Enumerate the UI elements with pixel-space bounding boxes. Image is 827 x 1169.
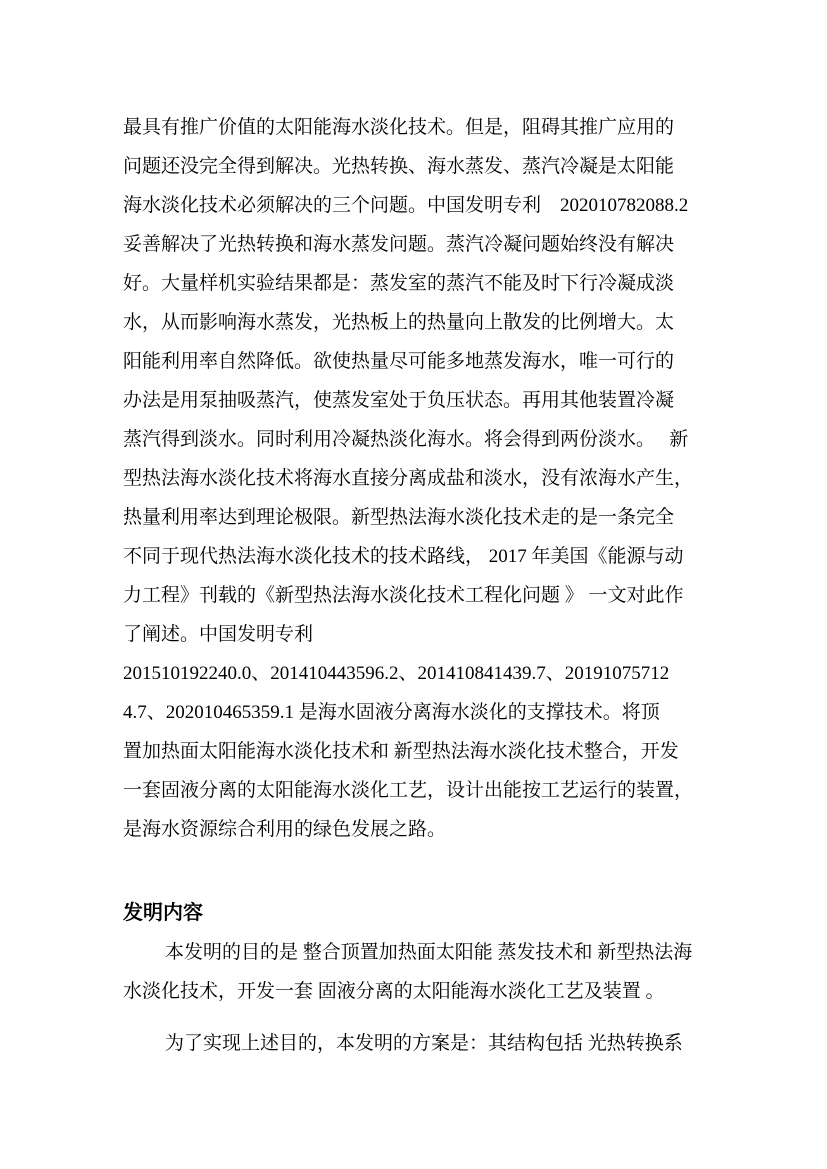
paragraph-invention-purpose bbox=[123, 933, 707, 1011]
paragraph-invention-scheme bbox=[123, 1024, 707, 1063]
text-line: 不同于现代热法海水淡化技术的技术路线， 2017 年美国《能源与动 bbox=[123, 546, 684, 567]
text-line: 阳能利用率自然降低。欲使热量尽可能多地蒸发海水，唯一可行的 bbox=[123, 351, 675, 372]
text-line: 最具有推广价值的太阳能海水淡化技术。但是，阻碍其推广应用的 bbox=[123, 117, 675, 138]
text-line: 置加热面太阳能海水淡化技术和 新型热法海水淡化技术整合，开发 bbox=[123, 741, 679, 762]
text-line: 型热法海水淡化技术将海水直接分离成盐和淡水，没有浓海水产生， bbox=[123, 468, 694, 489]
text-line: 为了实现上述目的，本发明的方案是：其结构包括 光热转换系 bbox=[165, 1033, 683, 1054]
text-line: 好。大量样机实验结果都是：蒸发室的蒸汽不能及时下行冷凝成淡 bbox=[123, 273, 675, 294]
text-line: 办法是用泵抽吸蒸汽，使蒸发室处于负压状态。再用其他装置冷凝 bbox=[123, 390, 675, 411]
text-line: 一套固液分离的太阳能海水淡化工艺，设计出能按工艺运行的装置， bbox=[123, 780, 694, 801]
text-line: 水淡化技术，开发一套 固液分离的太阳能海水淡化工艺及装置 。 bbox=[123, 981, 665, 1002]
section-heading: 发明内容 bbox=[123, 902, 203, 924]
text-line: 问题还没完全得到解决。光热转换、海水蒸发、蒸汽冷凝是太阳能 bbox=[123, 156, 675, 177]
text-line: 本发明的目的是 整合顶置加热面太阳能 蒸发技术和 新型热法海 bbox=[165, 942, 693, 963]
paragraph-background-art bbox=[123, 108, 707, 849]
text-line: 妥善解决了光热转换和海水蒸发问题。蒸汽冷凝问题始终没有解决 bbox=[123, 234, 675, 255]
patent-number-line: 201510192240.0、201410443596.2、201410841439.7、20191075712 bbox=[123, 663, 670, 684]
page-content bbox=[123, 108, 707, 1063]
text-line: 是海水资源综合利用的绿色发展之路。 bbox=[123, 819, 447, 840]
text-line: 热量利用率达到理论极限。新型热法海水淡化技术走的是一条完全 bbox=[123, 507, 675, 528]
text-line: 了阐述。中国发明专利 bbox=[123, 624, 314, 645]
text-line: 蒸汽得到淡水。同时利用冷凝热淡化海水。将会得到两份淡水。 新 bbox=[123, 429, 689, 450]
patent-number-line: 4.7、202010465359.1 是海水固液分离海水淡化的支撑技术。将顶 bbox=[123, 702, 660, 723]
text-line: 海水淡化技术必须解决的三个问题。中国发明专利 202010782088.2 bbox=[123, 195, 689, 216]
text-line: 力工程》刊载的《新型热法海水淡化技术工程化问题 》 一文对此作 bbox=[123, 585, 684, 606]
text-line: 水，从而影响海水蒸发，光热板上的热量向上散发的比例增大。太 bbox=[123, 312, 675, 333]
